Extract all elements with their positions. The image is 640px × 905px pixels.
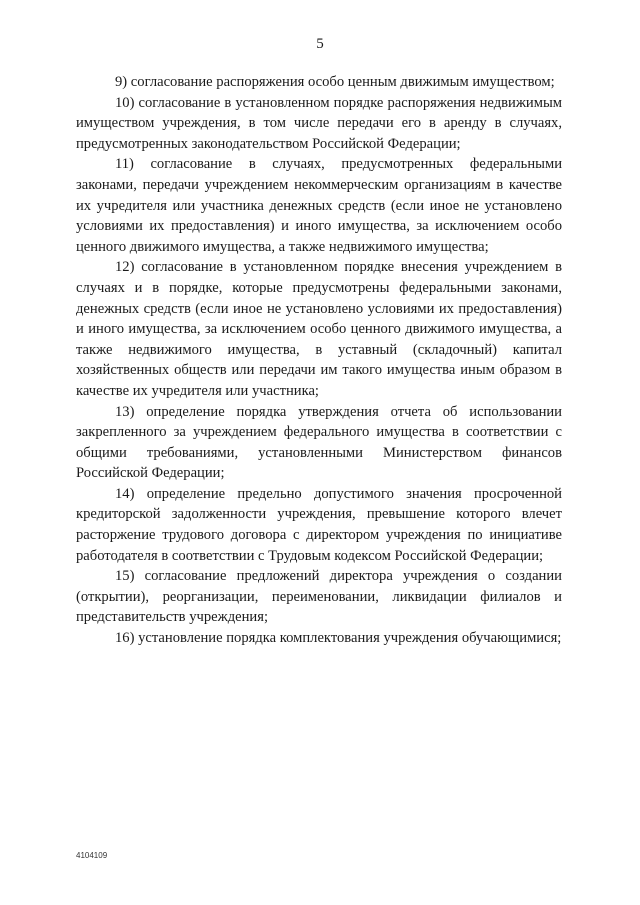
document-id: 4104109 — [76, 851, 108, 860]
list-item-13: 13) определение порядка утверждения отчета об использовании закрепленного за учреждением федерального имущества в соответствии с общими требованиями, установленными Министерством финансов Российской Федерации; — [76, 403, 562, 482]
list-item-9: 9) согласование распоряжения особо ценным движимым имуществом; — [115, 74, 555, 90]
document-body — [76, 72, 562, 649]
list-item-16: 16) установление порядка комплектования учреждения обучающимися; — [115, 630, 562, 647]
list-item-12: 12) согласование в установленном порядке внесения учреждением в случаях и в порядке, которые предусмотрены федеральными законами, денежных средств (если иное не установлено условиями их предоставления) и иного имущества, за исключением особо ценного движимого имущества, а также недвижимого имущества, в уставный (складочный) капитал хозяйственных обществ или передачи им такого имущества иным образом в качестве их учредителя или участника; — [76, 259, 562, 399]
page-number: 5 — [316, 36, 324, 52]
list-item-14: 14) определение предельно допустимого значения просроченной кредиторской задолженности учреждения, превышение которого влечет расторжение трудового договора с директором учреждения по инициативе работодателя в соответствии с Трудовым кодексом Российской Федерации; — [76, 485, 562, 564]
list-item-11: 11) согласование в случаях, предусмотренных федеральными законами, передачи учреждением некоммерческим организациям в качестве их учредителя или участника денежных средств (если иное не установлено условиями их предоставления) и иного имущества, за исключением особо ценного движимого имущества, а также недвижимого имущества; — [76, 156, 562, 255]
list-item-10: 10) согласование в установленном порядке распоряжения недвижимым имуществом учреждения, в том числе передачи его в аренду в случаях, предусмотренных законодательством Российской Федерации; — [76, 94, 562, 152]
list-item-15: 15) согласование предложений директора учреждения о создании (открытии), реорганизации, переименовании, ликвидации филиалов и представительств учреждения; — [76, 568, 562, 626]
